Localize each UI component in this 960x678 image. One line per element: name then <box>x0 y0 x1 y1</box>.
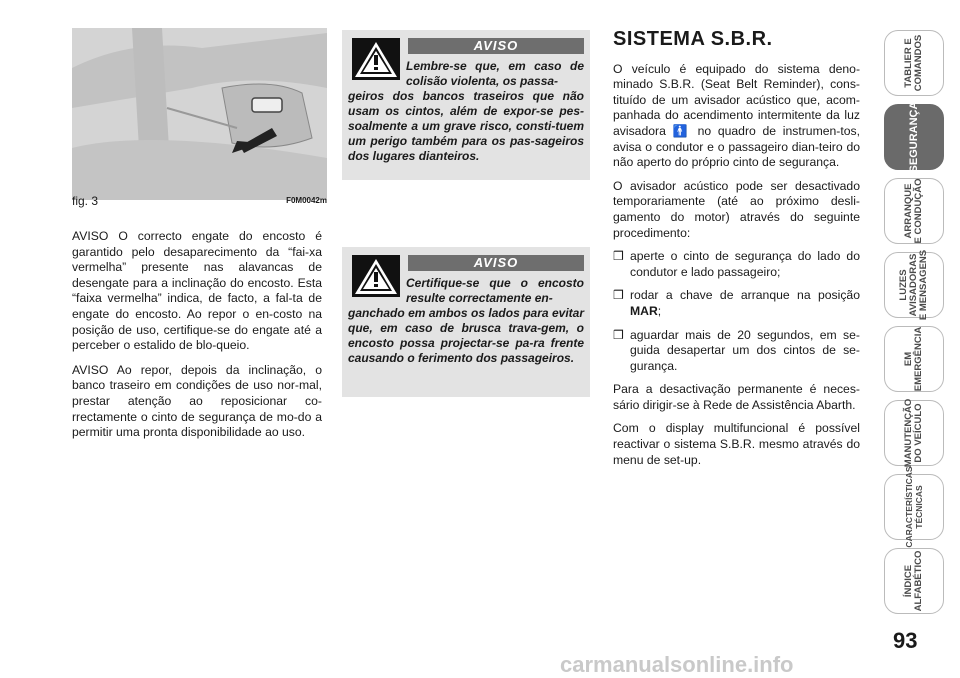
tab-label: ÍNDICE ALFABÉTICO <box>903 550 924 612</box>
list-item <box>613 288 860 319</box>
paragraph: AVISO Ao repor, depois da inclinação, o banco traseiro em condições de uso nor-mal, prestar atenção ao reposicionar co-rrectamente o cinto de segurança de mo-do a permitir uma pronta disponibilidade ao uso. <box>72 362 322 440</box>
list-item-text: aguardar mais de 20 segundos, em se-guida desapertar um dos cintos de se-gurança. <box>630 327 860 373</box>
right-column <box>613 28 860 476</box>
seat-illustration <box>72 28 327 200</box>
tab-indice[interactable] <box>884 548 944 614</box>
tab-label: CARACTERÍSTICAS TÉCNICAS <box>904 466 924 548</box>
left-column <box>72 229 322 450</box>
paragraph: AVISO O correcto engate do encosto é garantido pelo desaparecimento da “fai-xa vermelha” presente nas alavancas de desengate para a inclinação do encosto. Esta “faixa vermelha” indica, de facto, a fal-ta de engate do encosto. Ao repor o en-costo na posição de uso, certifique-se do engate até a perceber o estalido de blo-queio. <box>72 229 322 353</box>
warning-triangle-icon <box>352 255 400 297</box>
warning-text-first: Certifique-se que o encosto resulte correctamente en- <box>406 276 584 305</box>
paragraph: O avisador acústico pode ser desactivado temporariamente (até ao próximo desli-gamento do motor) através do seguinte procedimento: <box>613 178 860 240</box>
tab-label: SEGURANÇA <box>908 101 920 173</box>
tab-label: LUZES AVISADORAS E MENSAGENS <box>898 249 929 321</box>
checkbox-bullet-icon: ❒ <box>613 327 624 342</box>
paragraph: Com o display multifuncional é possível reactivar o sistema S.B.R. mesmo através do menu de set-up. <box>613 421 860 467</box>
tab-label: EM EMERGÊNCIA <box>903 326 924 392</box>
list-item-text: rodar a chave de arranque na posição <box>630 288 860 303</box>
tab-seguranca[interactable] <box>884 101 944 173</box>
tab-label: TABLIER E COMANDOS <box>903 34 924 92</box>
tab-caracteristicas[interactable] <box>884 466 944 548</box>
key-position-mar: MAR <box>630 303 658 318</box>
tab-manutencao[interactable] <box>884 400 944 466</box>
warning-triangle-icon <box>352 38 400 80</box>
section-title: SISTEMA S.B.R. <box>613 28 773 50</box>
paragraph: Para a desactivação permanente é neces-sário dirigir-se à Rede de Assistência Abarth. <box>613 382 860 412</box>
warning-title: AVISO <box>408 38 584 54</box>
seatbelt-warning-icon: 🚹 <box>672 123 691 138</box>
warning-text-first: Lembre-se que, em caso de colisão violenta, os passa- <box>406 59 584 88</box>
list-item-text: aperte o cinto de segurança do lado do condutor e lado passageiro; <box>630 249 860 279</box>
checkbox-bullet-icon: ❒ <box>613 249 624 264</box>
tab-tablier-comandos[interactable] <box>884 30 944 96</box>
warning-box <box>342 247 590 397</box>
checkbox-bullet-icon: ❒ <box>613 288 624 303</box>
list-item <box>613 249 860 280</box>
paragraph <box>613 62 860 171</box>
warning-text: ganchado em ambos os lados para evitar que, em caso de brusca trava-gem, o encosto possa projectar-se pa-ra frente causando o ferimento dos passageiros. <box>348 306 584 365</box>
warning-title: AVISO <box>408 255 584 271</box>
paragraph-text: no quadro de instrumen-tos, avisa o condutor e o passageiro dian-teiro do não aperto do próprio cinto de segurança. <box>613 123 860 170</box>
page-number: 93 <box>893 628 918 653</box>
paragraph-text: O veículo é equipado do sistema deno-minado S.B.R. (Seat Belt Reminder), cons-tituído de um avisador acústico que, acom-panhada do acendimento intermitente da luz avisadora <box>613 61 860 138</box>
watermark: carmanualsonline.info <box>560 652 794 677</box>
warning-box <box>342 30 590 180</box>
list-item <box>613 328 860 375</box>
figure-code: F0M0042m <box>286 196 327 205</box>
tab-label: ARRANQUE E CONDUÇÃO <box>903 178 924 244</box>
warning-text: geiros dos bancos traseiros que não usam os cintos, além de expor-se pes-soalmente a um grave risco, consti-tuem um perigo também para os pas-sageiros dos lugares dianteiros. <box>348 89 584 163</box>
figure-label: fig. 3 <box>72 194 99 208</box>
punctuation: ; <box>657 303 662 318</box>
tab-arranque-conducao[interactable] <box>884 178 944 244</box>
tab-label: MANUTENÇÃO DO VEÍCULO <box>903 398 924 468</box>
tab-em-emergencia[interactable] <box>884 326 944 392</box>
tab-luzes-avisadoras[interactable] <box>884 249 944 321</box>
